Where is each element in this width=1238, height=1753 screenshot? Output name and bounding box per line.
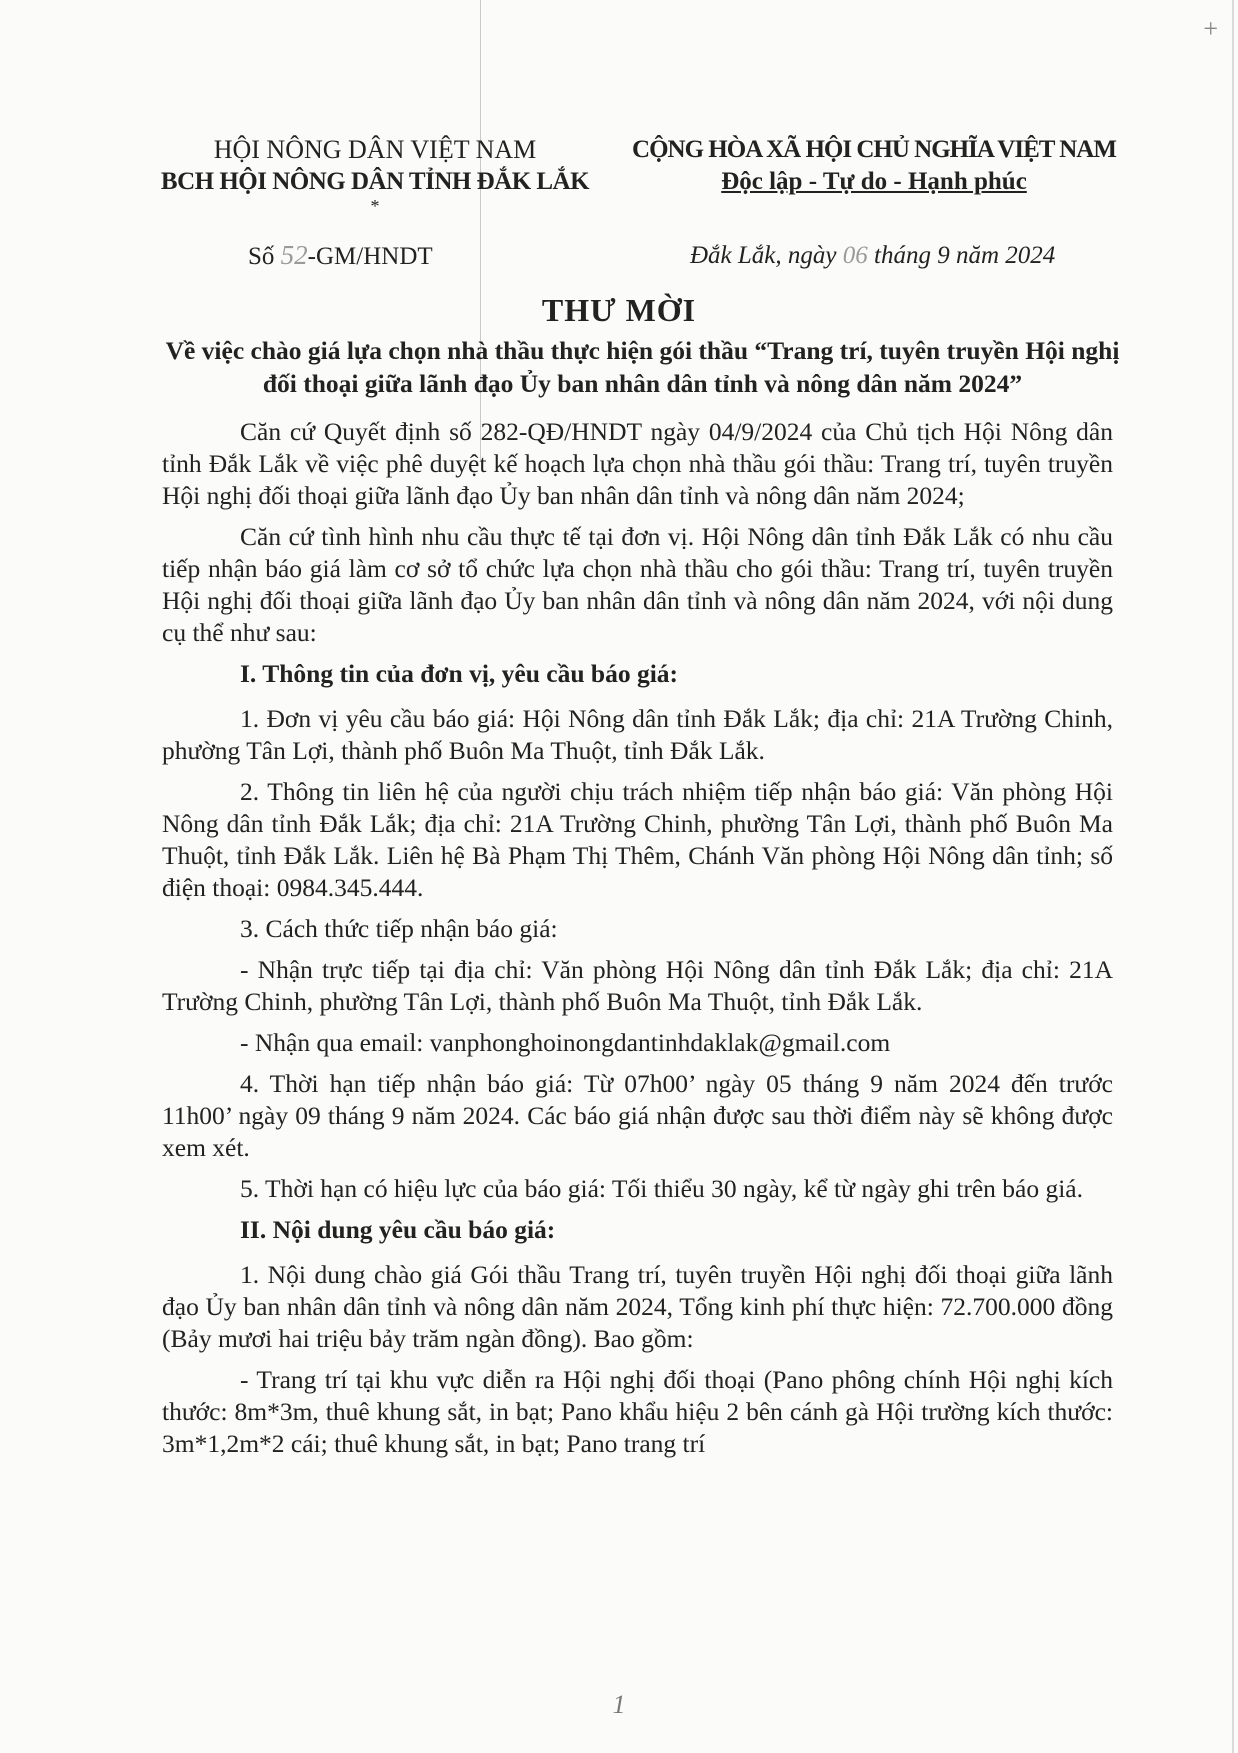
date-suffix: tháng 9 năm 2024 <box>874 242 1056 269</box>
document-body <box>162 416 1113 1469</box>
paragraph-basis-decision: Căn cứ Quyết định số 282-QĐ/HNDT ngày 04/9/2024 của Chủ tịch Hội Nông dân tỉnh Đắk Lắk về việc phê duyệt kế hoạch lựa chọn nhà thầu gói thầu: Trang trí, tuyên truyền Hội nghị đối thoại giữa lãnh đạo Ủy ban nhân dân tỉnh và nông dân năm 2024; <box>162 417 1113 510</box>
document-number <box>248 240 433 271</box>
corner-mark: + <box>1203 14 1218 43</box>
national-header <box>614 134 1134 198</box>
item-receiving-deadline: 4. Thời hạn tiếp nhận báo giá: Từ 07h00’ ngày 05 tháng 9 năm 2024 đến trước 11h00’ ngày 09 tháng 9 năm 2024. Các báo giá nhận được sau thời điểm này sẽ không được xem xét. <box>162 1069 1113 1162</box>
item-receiving-method: 3. Cách thức tiếp nhận báo giá: <box>240 914 558 943</box>
org-line-2: BCH HỘI NÔNG DÂN TỈNH ĐẮK LẮK <box>160 168 590 195</box>
date-prefix: Đắk Lắk, ngày <box>690 242 837 269</box>
item-validity-period: 5. Thời hạn có hiệu lực của báo giá: Tối thiểu 30 ngày, kể từ ngày ghi trên báo giá. <box>240 1174 1083 1203</box>
document-subject: Về việc chào giá lựa chọn nhà thầu thực hiện gói thầu “Trang trí, tuyên truyền Hội nghị đối thoại giữa lãnh đạo Ủy ban nhân dân tỉnh và nông dân năm 2024” <box>165 336 1120 398</box>
scan-edge <box>1232 0 1234 1753</box>
section-heading-1: I. Thông tin của đơn vị, yêu cầu báo giá: <box>240 659 679 688</box>
item-receive-email: - Nhận qua email: vanphonghoinongdantinhdaklak@gmail.com <box>240 1028 891 1057</box>
org-line-1: HỘI NÔNG DÂN VIỆT NAM <box>213 135 537 164</box>
doc-no-suffix: -GM/HNDT <box>307 243 433 270</box>
date-day-handwritten: 06 <box>842 242 868 269</box>
section-heading-2: II. Nội dung yêu cầu báo giá: <box>240 1215 556 1244</box>
doc-no-prefix: Số <box>248 243 275 270</box>
org-star: * <box>370 196 380 216</box>
issuing-organization <box>140 134 610 214</box>
paragraph-basis-needs: Căn cứ tình hình nhu cầu thực tế tại đơn vị. Hội Nông dân tỉnh Đắk Lắk có nhu cầu tiếp nhận báo giá làm cơ sở tổ chức lựa chọn nhà thầu cho gói thầu: Trang trí, tuyên truyền Hội nghị đối thoại giữa lãnh đạo Ủy ban nhân dân tỉnh và nông dân năm 2024, với nội dung cụ thể như sau: <box>162 522 1113 647</box>
item-quotation-content: 1. Nội dung chào giá Gói thầu Trang trí, tuyên truyền Hội nghị đối thoại giữa lãnh đạo Ủy ban nhân dân tỉnh và nông dân năm 2024, Tổng kinh phí thực hiện: 72.700.000 đồng (Bảy mươi hai triệu bảy trăm ngàn đồng). Bao gồm: <box>162 1260 1113 1353</box>
document-title: THƯ MỜI <box>541 292 697 328</box>
item-receive-direct: - Nhận trực tiếp tại địa chỉ: Văn phòng Hội Nông dân tỉnh Đắk Lắk; địa chỉ: 21A Trường Chinh, phường Tân Lợi, thành phố Buôn Ma Thuột, tỉnh Đắk Lắk. <box>162 955 1113 1016</box>
item-decoration-details: - Trang trí tại khu vực diễn ra Hội nghị đối thoại (Pano phông chính Hội nghị kích thước: 8m*3m, thuê khung sắt, in bạt; Pano khẩu hiệu 2 bên cánh gà Hội trường kích thước: 3m*1,2m*2 cái; thuê khung sắt, in bạt; Pano trang trí <box>162 1365 1113 1458</box>
country-name: CỘNG HÒA XÃ HỘI CHỦ NGHĨA VIỆT NAM <box>632 136 1116 163</box>
national-motto: Độc lập - Tự do - Hạnh phúc <box>721 168 1027 195</box>
page-number: 1 <box>612 1690 626 1719</box>
item-contact-info: 2. Thông tin liên hệ của người chịu trách nhiệm tiếp nhận báo giá: Văn phòng Hội Nông dân tỉnh Đắk Lắk; địa chỉ: 21A Trường Chinh, phường Tân Lợi, thành phố Buôn Ma Thuột, tỉnh Đắk Lắk. Liên hệ Bà Phạm Thị Thêm, Chánh Văn phòng Hội Nông dân tỉnh; số điện thoại: 0984.345.444. <box>162 777 1113 902</box>
place-and-date <box>690 242 1055 270</box>
item-requesting-unit: 1. Đơn vị yêu cầu báo giá: Hội Nông dân tỉnh Đắk Lắk; địa chỉ: 21A Trường Chinh, phường Tân Lợi, thành phố Buôn Ma Thuột, tỉnh Đắk Lắk. <box>162 704 1113 765</box>
doc-no-handwritten: 52 <box>280 240 308 270</box>
